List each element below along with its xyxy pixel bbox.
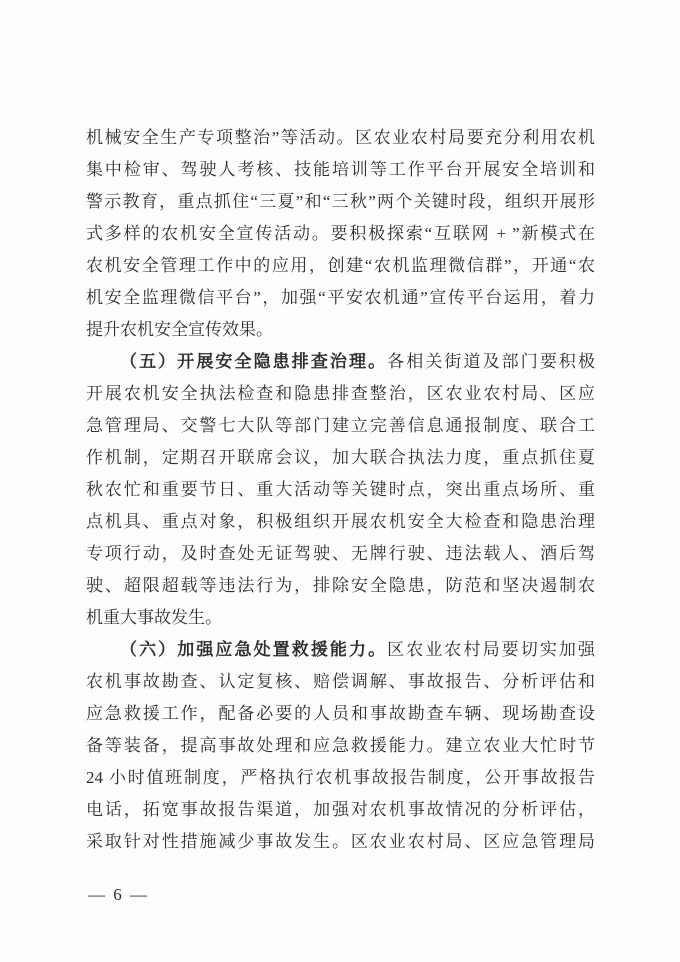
body-text: 农机事故勘查、认定复核、赔偿调解、事故报告、分析评估和 xyxy=(86,672,595,691)
body-text-line xyxy=(86,826,595,858)
body-text: 作机制，定期召开联席会议，加大联合执法力度，重点抓住夏 xyxy=(86,448,595,467)
body-text-line xyxy=(86,538,595,570)
body-text: 警示教育，重点抓住“三夏”和“三秋”两个关键时段，组织开展形 xyxy=(86,192,595,211)
body-text: 开展农机安全执法检查和隐患排查整治，区农业农村局、区应 xyxy=(86,384,595,403)
page-footer xyxy=(88,884,149,906)
body-text-line xyxy=(86,794,595,826)
page-number: — 6 — xyxy=(88,885,149,904)
body-text-line xyxy=(86,442,595,474)
body-text: 提升农机安全宣传效果。 xyxy=(86,320,273,339)
body-text: 式多样的农机安全宣传活动。要积极探索“互联网 + ”新模式在 xyxy=(86,224,595,243)
body-text: 电话，拓宽事故报告渠道，加强对农机事故情况的分析评估， xyxy=(86,800,595,819)
section-heading: （五）开展安全隐患排查治理。 xyxy=(120,352,388,371)
body-text-line xyxy=(86,154,595,186)
body-text: 农机安全管理工作中的应用，创建“农机监理微信群”，开通“农 xyxy=(86,256,595,275)
body-text: 点机具、重点对象，积极组织开展农机安全大检查和隐患治理 xyxy=(86,512,595,531)
body-text-line xyxy=(86,250,595,282)
body-text: 机重大事故发生。 xyxy=(86,608,222,627)
body-text-line xyxy=(86,506,595,538)
body-text-line xyxy=(86,762,595,794)
body-text: 专项行动，及时查处无证驾驶、无牌行驶、违法载人、酒后驾 xyxy=(86,544,595,563)
body-text-line xyxy=(86,186,595,218)
body-text-line xyxy=(86,730,595,762)
body-text-line xyxy=(86,282,595,314)
body-text: 采取针对性措施减少事故发生。区农业农村局、区应急管理局 xyxy=(86,832,595,851)
body-text-line xyxy=(86,346,595,378)
body-text: 驶、超限超载等违法行为，排除安全隐患，防范和坚决遏制农 xyxy=(86,576,595,595)
body-text: 各相关街道及部门要积极 xyxy=(387,352,595,371)
body-text: 秋农忙和重要节日、重大活动等关键时点，突出重点场所、重 xyxy=(86,480,595,499)
body-text: 区农业农村局要切实加强 xyxy=(387,640,595,659)
body-text-line xyxy=(86,698,595,730)
body-text-line xyxy=(86,410,595,442)
body-text-line xyxy=(86,378,595,410)
body-text: 备等装备，提高事故处理和应急救援能力。建立农业大忙时节 xyxy=(86,736,595,755)
body-text: 机械安全生产专项整治”等活动。区农业农村局要充分利用农机 xyxy=(86,128,595,147)
body-text-line xyxy=(86,474,595,506)
body-text-line xyxy=(86,314,595,346)
body-text-line xyxy=(86,634,595,666)
body-text: 机安全监理微信平台”，加强“平安农机通”宣传平台运用，着力 xyxy=(86,288,595,307)
body-text: 应急救援工作，配备必要的人员和事故勘查车辆、现场勘查设 xyxy=(86,704,595,723)
text-block xyxy=(86,122,595,858)
body-text-line xyxy=(86,122,595,154)
section-heading: （六）加强应急处置救援能力。 xyxy=(120,640,388,659)
body-text-line xyxy=(86,666,595,698)
body-text: 急管理局、交警七大队等部门建立完善信息通报制度、联合工 xyxy=(86,416,595,435)
body-text: 24 小时值班制度，严格执行农机事故报告制度，公开事故报告 xyxy=(86,768,595,787)
body-text-line xyxy=(86,602,595,634)
body-text: 集中检审、驾驶人考核、技能培训等工作平台开展安全培训和 xyxy=(86,160,595,179)
body-text-line xyxy=(86,218,595,250)
body-text-line xyxy=(86,570,595,602)
